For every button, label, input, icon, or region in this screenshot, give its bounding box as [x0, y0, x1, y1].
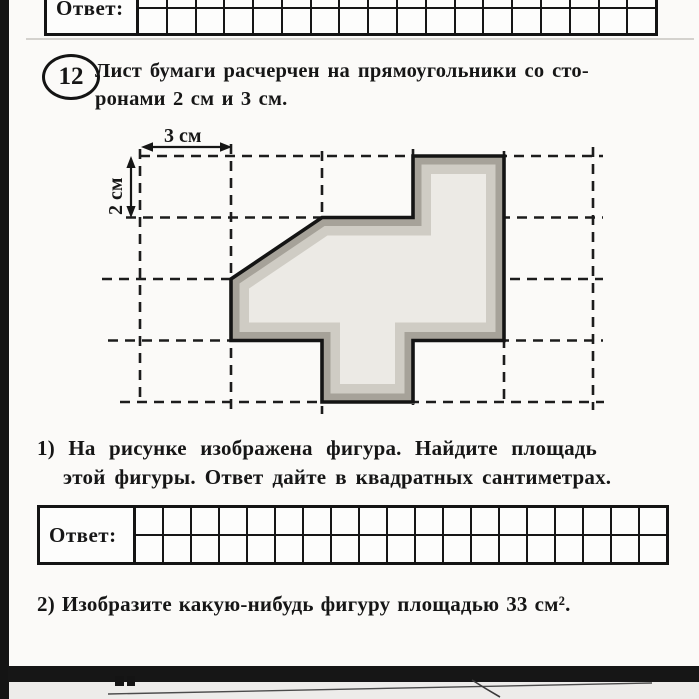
- answer-cell-box: [584, 534, 610, 562]
- answer-cell-box: [444, 534, 470, 562]
- answer-cell-box: [584, 508, 610, 534]
- answer-cell: [598, 0, 627, 33]
- answer-cell-box: [484, 7, 511, 33]
- answer-cells-grid: [139, 0, 655, 33]
- answer-cell-box: [276, 508, 302, 534]
- answer-cell: [246, 508, 274, 562]
- answer-cell: [442, 508, 470, 562]
- scan-edge-left: [0, 0, 9, 699]
- problem-statement-line1: Лист бумаги расчерчен на прямоугольники со сто-: [95, 60, 589, 82]
- answer-cell-box: [528, 534, 554, 562]
- answer-cell-box: [220, 508, 246, 534]
- answer-cell-box: [360, 534, 386, 562]
- answer-cell-box: [416, 534, 442, 562]
- answer-cell-box: [600, 0, 627, 7]
- answer-cell-box: [248, 534, 274, 562]
- answer-strip-top: [44, 0, 658, 36]
- scan-curl-line: [472, 680, 500, 697]
- scan-ink-mark: [115, 676, 124, 686]
- answer-cell: [540, 0, 569, 33]
- answer-cell-box: [456, 0, 483, 7]
- answer-label: Ответ:: [47, 0, 139, 33]
- answer-cell-box: [139, 0, 166, 7]
- answer-cell: [386, 508, 414, 562]
- answer-cell: [139, 0, 166, 33]
- answer-cell: [281, 0, 310, 33]
- answer-cell-box: [136, 534, 162, 562]
- dimension-width-label: 3 см: [164, 125, 202, 147]
- answer-cell-box: [276, 534, 302, 562]
- answer-cell-box: [164, 534, 190, 562]
- answer-cell-box: [571, 7, 598, 33]
- answer-cell-box: [612, 508, 638, 534]
- answer-cell: [498, 508, 526, 562]
- answer-cell: [136, 508, 162, 562]
- answer-cell-box: [220, 534, 246, 562]
- answer-cell: [302, 508, 330, 562]
- answer-cell-box: [628, 0, 655, 7]
- question1-line1: 1) На рисунке изображена фигура. Найдите площадь: [37, 436, 597, 460]
- question2-text: 2) Изобразите какую-нибудь фигуру площадью 33 см².: [37, 592, 571, 616]
- answer-cell-box: [304, 534, 330, 562]
- shaded-figure-polygon: [231, 156, 504, 402]
- answer-cell: [582, 508, 610, 562]
- answer-cell: [454, 0, 483, 33]
- answer-cell-box: [164, 508, 190, 534]
- answer-cell-box: [332, 534, 358, 562]
- answer-cell: [223, 0, 252, 33]
- scan-page-edge-line: [108, 683, 652, 694]
- answer-cell: [338, 0, 367, 33]
- answer-cell-box: [340, 7, 367, 33]
- answer-cell-box: [556, 534, 582, 562]
- answer-cell-box: [369, 0, 396, 7]
- answer-cell: [218, 508, 246, 562]
- answer-cell: [162, 508, 190, 562]
- answer-cell-box: [472, 508, 498, 534]
- answer-cell-box: [528, 508, 554, 534]
- answer-cell-box: [360, 508, 386, 534]
- answer-cells-grid: [136, 508, 666, 562]
- answer-cell-box: [612, 534, 638, 562]
- answer-cell-box: [388, 534, 414, 562]
- answer-cell: [367, 0, 396, 33]
- answer-cell-box: [254, 7, 281, 33]
- answer-cell-box: [500, 534, 526, 562]
- answer-cell-box: [388, 508, 414, 534]
- answer-cell-box: [444, 508, 470, 534]
- figure-diagram: [96, 116, 608, 418]
- answer-cell: [310, 0, 339, 33]
- answer-cell: [190, 508, 218, 562]
- answer-cell-box: [398, 0, 425, 7]
- answer-cell-box: [369, 7, 396, 33]
- dimension-height-arrow: [126, 156, 135, 218]
- scan-faint-rule: [26, 38, 694, 40]
- answer-cell: [470, 508, 498, 562]
- answer-cell-box: [340, 0, 367, 7]
- answer-cell: [166, 0, 195, 33]
- answer-cell: [330, 508, 358, 562]
- answer-cell-box: [484, 0, 511, 7]
- problem-statement-line2: ронами 2 см и 3 см.: [95, 88, 288, 110]
- answer-cell: [358, 508, 386, 562]
- answer-cell-box: [168, 7, 195, 33]
- answer-cell: [638, 508, 666, 562]
- answer-cell-box: [332, 508, 358, 534]
- answer-cell: [554, 508, 582, 562]
- answer-strip-middle: [37, 505, 669, 565]
- answer-cell-box: [640, 534, 666, 562]
- answer-cell-box: [197, 7, 224, 33]
- answer-cell-box: [304, 508, 330, 534]
- answer-cell-box: [283, 7, 310, 33]
- answer-cell-box: [456, 7, 483, 33]
- answer-cell-box: [254, 0, 281, 7]
- answer-label: Ответ:: [40, 508, 136, 562]
- problem-number-badge: 12: [42, 54, 100, 100]
- answer-cell: [526, 508, 554, 562]
- answer-cell-box: [416, 508, 442, 534]
- answer-cell-box: [472, 534, 498, 562]
- scan-page-curl-marks: [0, 676, 699, 699]
- answer-cell-box: [139, 7, 166, 33]
- answer-cell-box: [571, 0, 598, 7]
- answer-cell-box: [168, 0, 195, 7]
- answer-cell-box: [398, 7, 425, 33]
- answer-cell-box: [556, 508, 582, 534]
- answer-cell-box: [513, 0, 540, 7]
- answer-cell: [274, 508, 302, 562]
- answer-cell-box: [513, 7, 540, 33]
- answer-cell: [414, 508, 442, 562]
- answer-cell: [195, 0, 224, 33]
- answer-cell: [425, 0, 454, 33]
- answer-cell-box: [312, 7, 339, 33]
- answer-cell: [482, 0, 511, 33]
- scan-ink-mark: [127, 676, 135, 686]
- answer-cell-box: [542, 0, 569, 7]
- answer-cell-box: [542, 7, 569, 33]
- answer-cell-box: [192, 534, 218, 562]
- answer-cell-box: [225, 0, 252, 7]
- answer-cell-box: [500, 508, 526, 534]
- answer-cell-box: [192, 508, 218, 534]
- answer-cell-box: [312, 0, 339, 7]
- answer-cell: [610, 508, 638, 562]
- answer-cell-box: [225, 7, 252, 33]
- answer-cell: [626, 0, 655, 33]
- answer-cell-box: [628, 7, 655, 33]
- answer-cell-box: [197, 0, 224, 7]
- answer-cell: [252, 0, 281, 33]
- answer-cell: [511, 0, 540, 33]
- answer-cell-box: [248, 508, 274, 534]
- answer-cell-box: [427, 7, 454, 33]
- answer-cell-box: [427, 0, 454, 7]
- dimension-height-label: 2 см: [105, 177, 127, 215]
- answer-cell: [569, 0, 598, 33]
- answer-cell-box: [640, 508, 666, 534]
- answer-cell: [396, 0, 425, 33]
- question1-line2: этой фигуры. Ответ дайте в квадратных сантиметрах.: [63, 465, 612, 489]
- answer-cell-box: [283, 0, 310, 7]
- answer-cell-box: [600, 7, 627, 33]
- answer-cell-box: [136, 508, 162, 534]
